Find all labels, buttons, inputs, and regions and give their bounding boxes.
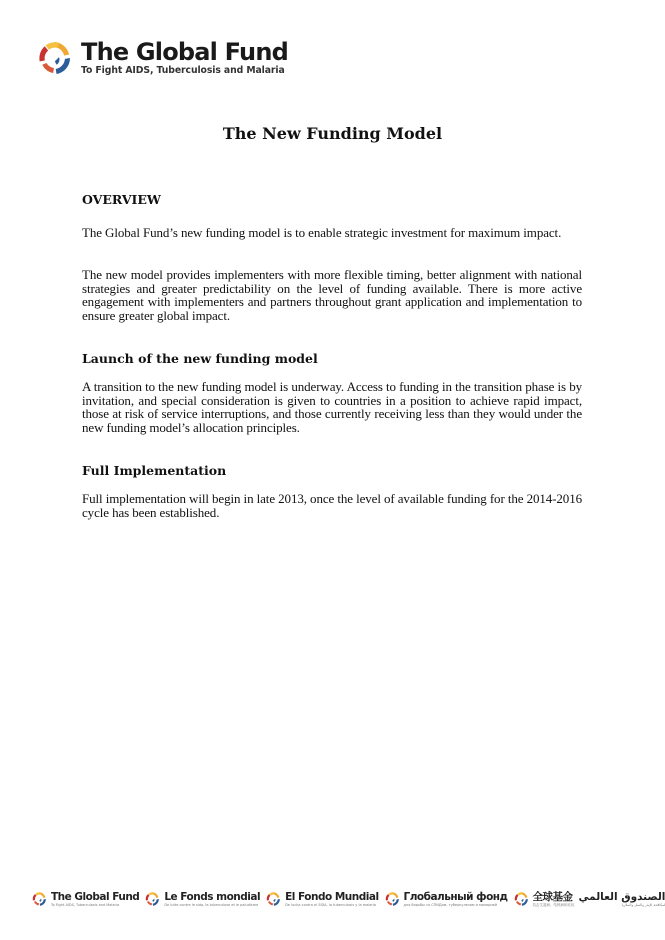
footer-logo-spanish bbox=[264, 890, 378, 908]
footer-logo-subtitle: لمكافحة الإيدز والسل والملاريا bbox=[621, 902, 665, 907]
footer-logo-russian bbox=[383, 890, 508, 908]
overview-paragraph-2 bbox=[82, 268, 582, 322]
footer-logo-subtitle: для борьбы со СПИДом, туберкулезом и малярией bbox=[403, 902, 498, 907]
footer-logo-english bbox=[30, 890, 139, 908]
global-fund-logo bbox=[33, 37, 288, 79]
global-fund-swirl-icon bbox=[383, 890, 401, 908]
global-fund-swirl-icon bbox=[143, 890, 161, 908]
footer-logo-title: الصندوق العالمي bbox=[578, 890, 665, 903]
document-title: The New Funding Model bbox=[222, 124, 443, 143]
global-fund-swirl-icon bbox=[33, 37, 75, 79]
footer-logo-chinese bbox=[512, 890, 575, 908]
overview-paragraph-1 bbox=[82, 226, 582, 240]
section-heading-launch: Launch of the new funding model bbox=[82, 351, 318, 366]
footer-logo-subtitle: To Fight AIDS, Tuberculosis and Malaria bbox=[51, 902, 120, 907]
footer-logo-subtitle: 抗击艾滋病、结核病和疟疾 bbox=[532, 902, 575, 907]
footer-logo-subtitle: De lucha contra el SIDA, la tuberculosis y la malaria bbox=[285, 902, 376, 907]
footer-logo-title: El Fondo Mundial bbox=[285, 890, 379, 903]
paragraph: The Global Fund’s new funding model is to enable strategic investment for maximum impact. bbox=[82, 225, 562, 240]
paragraph: A transition to the new funding model is underway. Access to funding in the transition phase is by invitation, and special consideration is given to countries in a position to achieve rapid impact, those at risk of service interruptions, and those currently receiving less than they would under the new funding model’s allocation principles. bbox=[82, 379, 582, 435]
footer-logo-arabic bbox=[579, 890, 665, 908]
paragraph: Full implementation will begin in late 2013, once the level of available funding for the 2014-2016 cycle has been established. bbox=[82, 491, 582, 520]
footer-logo-title: Le Fonds mondial bbox=[164, 890, 261, 903]
global-fund-swirl-icon bbox=[264, 890, 282, 908]
launch-paragraph bbox=[82, 380, 582, 434]
logo-subtitle: To Fight AIDS, Tuberculosis and Malaria bbox=[81, 65, 285, 76]
section-heading-full-implementation: Full Implementation bbox=[82, 463, 227, 478]
footer-logo-title: Глобальный фонд bbox=[403, 890, 508, 903]
footer-logo-title: The Global Fund bbox=[51, 890, 140, 903]
global-fund-swirl-icon bbox=[512, 890, 530, 908]
section-heading-overview: OVERVIEW bbox=[82, 192, 161, 207]
logo-title: The Global Fund bbox=[81, 38, 289, 66]
footer-logo-french bbox=[143, 890, 260, 908]
global-fund-swirl-icon bbox=[30, 890, 48, 908]
footer-logo-subtitle: De lutte contre le sida, la tuberculose et le paludisme bbox=[164, 902, 259, 907]
paragraph: The new model provides implementers with more flexible timing, better alignment with national strategies and greater predictability on the level of funding available. There is more active engagement with implementers and partners throughout grant application and implementation to ensure greater global impact. bbox=[82, 267, 582, 323]
footer-logo-title: 全球基金 bbox=[532, 890, 573, 903]
footer-logo-strip bbox=[30, 884, 665, 914]
logo-text bbox=[81, 39, 288, 77]
full-implementation-paragraph bbox=[82, 492, 582, 519]
